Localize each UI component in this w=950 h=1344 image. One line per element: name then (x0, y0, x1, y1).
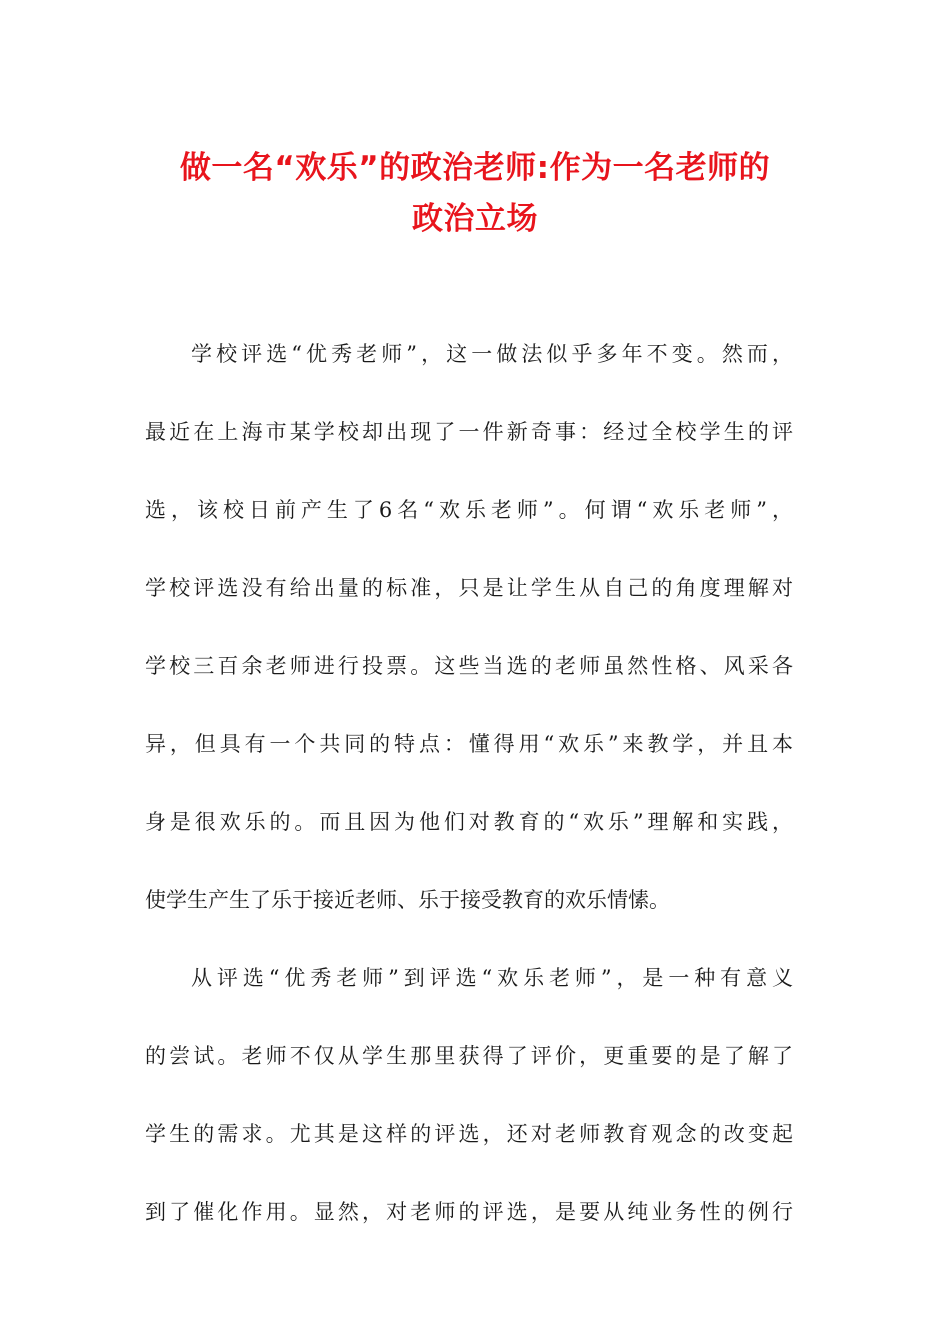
paragraph-line: 的尝试。老师不仅从学生那里获得了评价，更重要的是了解了 (145, 1044, 793, 1068)
paragraph-line: 学校三百余老师进行投票。这些当选的老师虽然性格、风采各 (145, 654, 793, 678)
paragraph-2 (145, 948, 793, 1260)
document-body (145, 324, 793, 1260)
paragraph-line: 使学生产生了乐于接近老师、乐于接受教育的欢乐情愫。 (145, 888, 670, 912)
paragraph-line: 到了催化作用。显然，对老师的评选，是要从纯业务性的例行 (145, 1200, 793, 1224)
document-title-line-1: 做一名“欢乐”的政治老师:作为一名老师的 (179, 150, 771, 186)
paragraph-line: 学生的需求。尤其是这样的评选，还对老师教育观念的改变起 (145, 1122, 793, 1146)
paragraph-line: 学校评选没有给出量的标准，只是让学生从自己的角度理解对 (145, 576, 793, 600)
paragraph-line: 身是很欢乐的。而且因为他们对教育的“欢乐”理解和实践， (145, 810, 793, 834)
paragraph-line: 异，但具有一个共同的特点：懂得用“欢乐”来教学，并且本 (145, 732, 793, 756)
paragraph-line: 学校评选“优秀老师”，这一做法似乎多年不变。然而， (191, 342, 793, 366)
paragraph-line: 最近在上海市某学校却出现了一件新奇事：经过全校学生的评 (145, 420, 793, 444)
document-title (120, 143, 830, 245)
paragraph-line: 选，该校日前产生了6名“欢乐老师”。何谓“欢乐老师”， (145, 498, 793, 522)
document-title-line-2: 政治立场 (412, 201, 538, 237)
paragraph-1 (145, 324, 793, 948)
paragraph-line: 从评选“优秀老师”到评选“欢乐老师”，是一种有意义 (191, 966, 793, 990)
